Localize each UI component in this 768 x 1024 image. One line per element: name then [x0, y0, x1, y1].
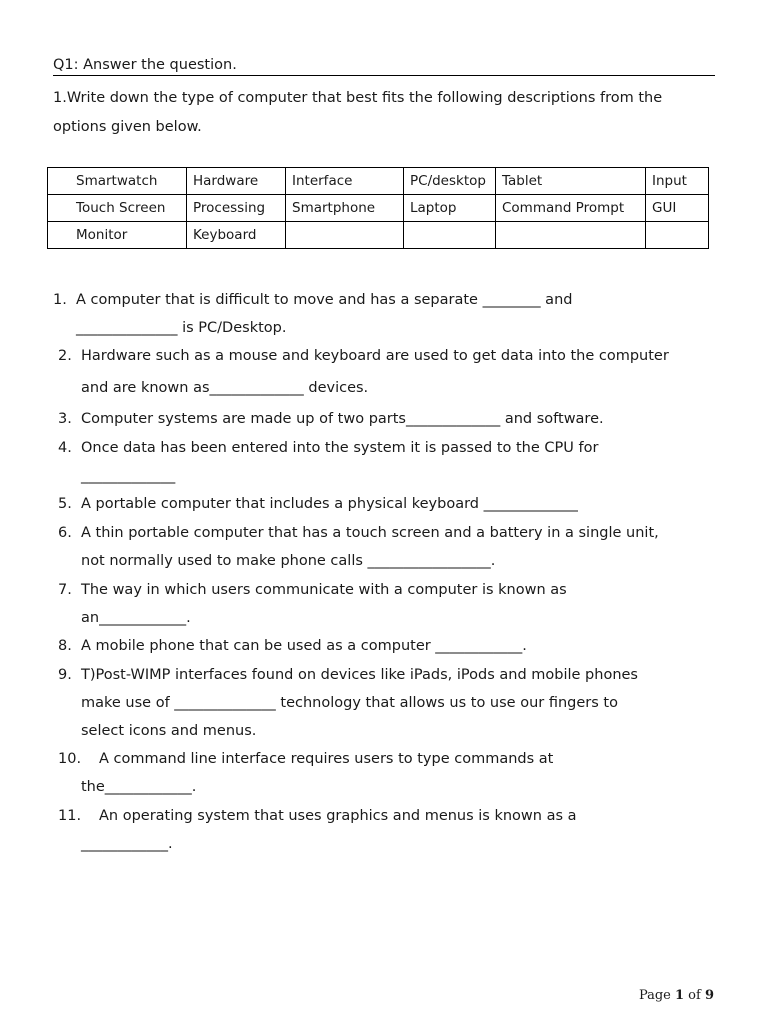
option-cell: [496, 222, 646, 249]
instructions: [53, 84, 723, 142]
instructions-line-1: 1.Write down the type of computer that best fits the following descriptions from the: [53, 90, 663, 106]
question-text: A portable computer that includes a physical keyboard _____________: [81, 496, 578, 512]
question-number: 5.: [58, 496, 72, 512]
option-cell: Keyboard: [187, 222, 286, 249]
options-row: [48, 195, 709, 222]
option-cell: Smartphone: [286, 195, 404, 222]
question-text: make use of ______________ technology that allows us to use our fingers to: [81, 695, 618, 711]
option-cell: Input: [646, 168, 709, 195]
question-text: A command line interface requires users to type commands at: [99, 751, 554, 767]
question-number: 3.: [58, 411, 72, 427]
question-text: the____________.: [81, 779, 197, 795]
question-text: and are known as_____________ devices.: [81, 380, 369, 396]
question-text: A computer that is difficult to move and has a separate ________ and: [76, 292, 573, 308]
page-current: 1: [675, 988, 685, 1003]
question-text: Once data has been entered into the system it is passed to the CPU for: [81, 440, 599, 456]
question-number: 11.: [58, 808, 82, 824]
question-number: 10.: [58, 751, 82, 767]
question-text: ____________.: [81, 836, 173, 852]
options-row: [48, 222, 709, 249]
question-text: an____________.: [81, 610, 191, 626]
question-number: 9.: [58, 667, 72, 683]
question-text: Computer systems are made up of two parts_____________ and software.: [81, 411, 604, 427]
question-text: Hardware such as a mouse and keyboard are used to get data into the computer: [81, 348, 669, 364]
question-text: T)Post-WIMP interfaces found on devices like iPads, iPods and mobile phones: [81, 667, 638, 683]
page-of: of: [684, 988, 705, 1003]
instructions-line-2: options given below.: [53, 119, 202, 135]
question-text: not normally used to make phone calls _________________.: [81, 553, 496, 569]
page-number: [639, 988, 714, 1003]
options-table: [47, 167, 709, 249]
page-prefix: Page: [638, 988, 675, 1003]
option-cell: Hardware: [187, 168, 286, 195]
question-text: The way in which users communicate with a computer is known as: [81, 582, 567, 598]
option-cell: [286, 222, 404, 249]
question-number: 6.: [58, 525, 72, 541]
question-number: 4.: [58, 440, 72, 456]
question-number: 2.: [58, 348, 72, 364]
option-cell: Interface: [286, 168, 404, 195]
question-text: select icons and menus.: [81, 723, 257, 739]
option-cell: Tablet: [496, 168, 646, 195]
page-total: 9: [704, 988, 714, 1003]
question-number: 7.: [58, 582, 72, 598]
option-cell: Processing: [187, 195, 286, 222]
question-text: A mobile phone that can be used as a computer ____________.: [81, 638, 527, 654]
question-text: _____________: [81, 468, 176, 484]
section-heading: Q1: Answer the question.: [53, 56, 715, 76]
question-text: ______________ is PC/Desktop.: [76, 320, 287, 336]
option-cell: PC/desktop: [404, 168, 496, 195]
option-cell: Command Prompt: [496, 195, 646, 222]
question-text: An operating system that uses graphics and menus is known as a: [99, 808, 577, 824]
option-cell: Smartwatch: [48, 168, 187, 195]
option-cell: [404, 222, 496, 249]
question-text: A thin portable computer that has a touch screen and a battery in a single unit,: [81, 525, 659, 541]
options-row: [48, 168, 709, 195]
option-cell: Laptop: [404, 195, 496, 222]
option-cell: [646, 222, 709, 249]
option-cell: Touch Screen: [48, 195, 187, 222]
option-cell: GUI: [646, 195, 709, 222]
question-number: 1.: [53, 292, 67, 308]
question-number: 8.: [58, 638, 72, 654]
option-cell: Monitor: [48, 222, 187, 249]
